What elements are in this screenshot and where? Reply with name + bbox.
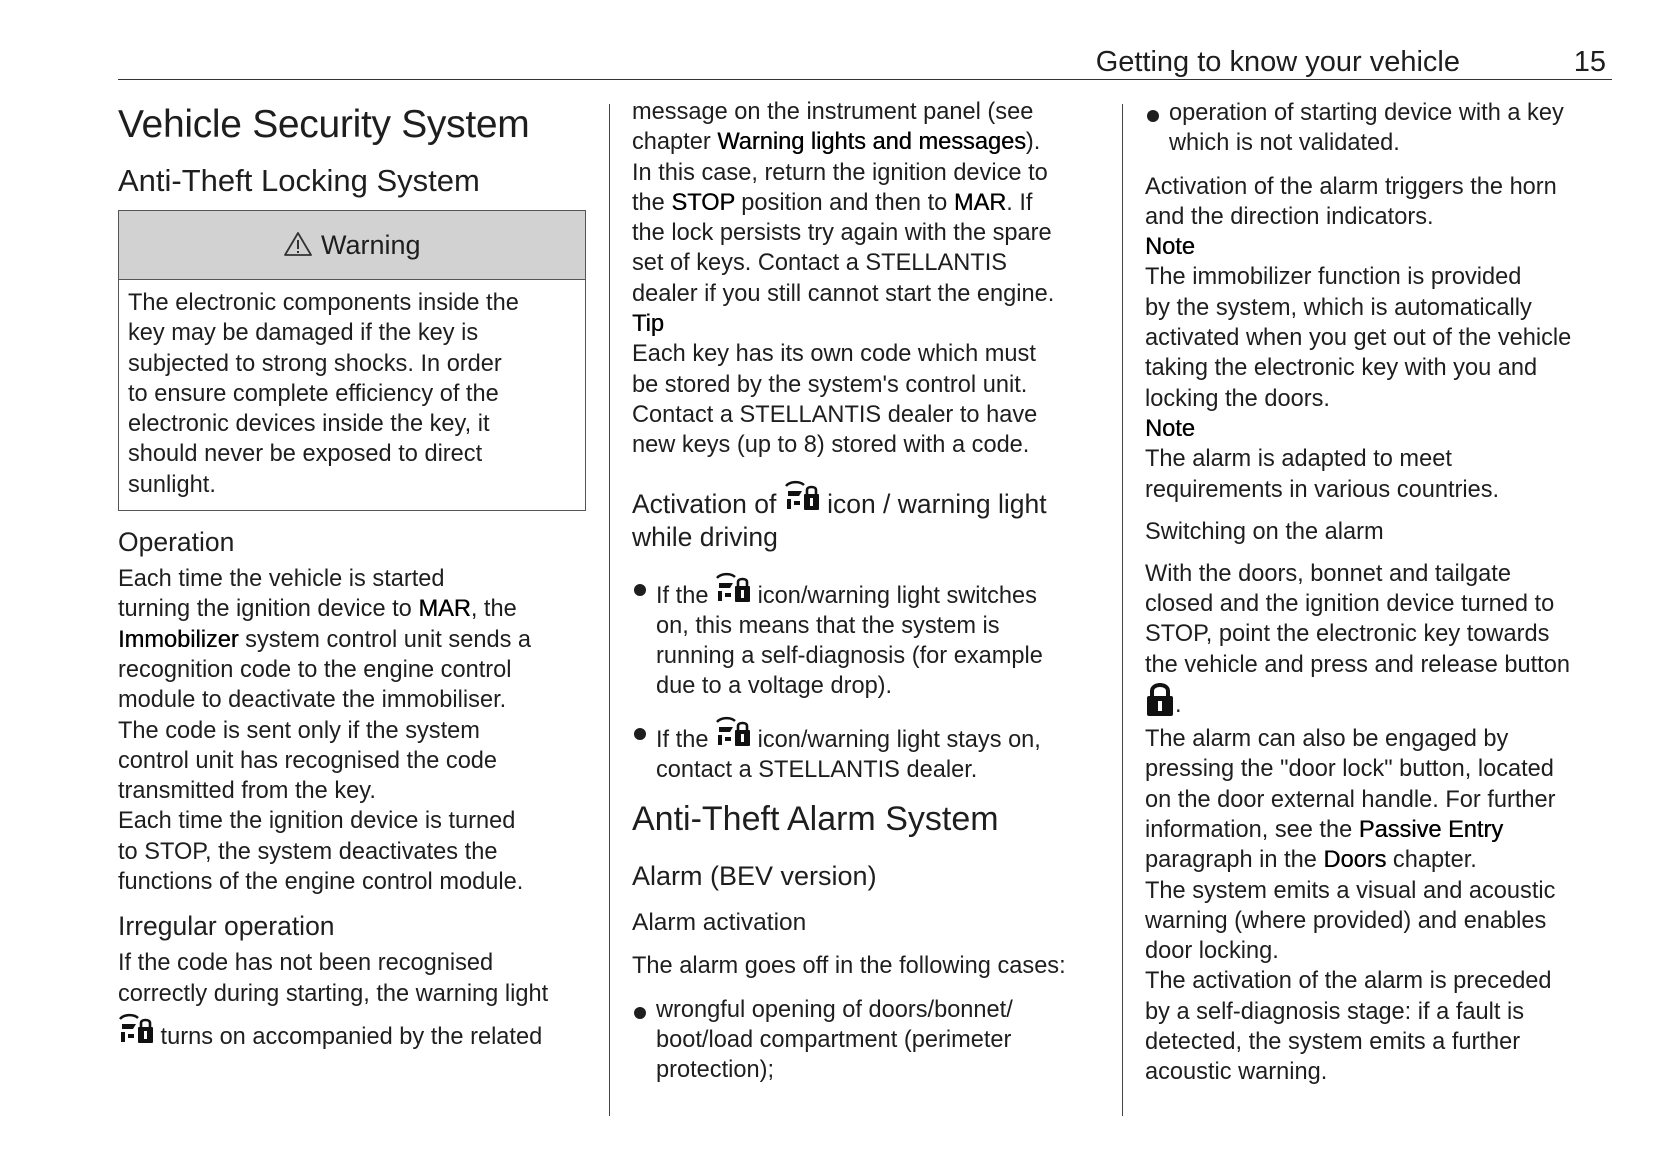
note-label: Note [1145, 234, 1195, 261]
warning-header [119, 211, 585, 280]
chapter-reference: Doors [1323, 847, 1387, 874]
alarm-activation-heading: Alarm activation [632, 909, 807, 937]
chapter-reference: Warning lights and messages [717, 129, 1026, 156]
warning-triangle-icon [283, 231, 313, 257]
text-line: correctly during starting, the warning light [118, 980, 549, 1007]
text-line: dealer if you still cannot start the engine. [632, 280, 1055, 307]
text-line: recognition code to the engine control [118, 656, 512, 683]
paragraph [1145, 172, 1613, 505]
bold-term: Immobilizer [118, 626, 239, 653]
text-line: contact a STELLANTIS dealer. [656, 757, 978, 784]
bullet-icon [634, 728, 646, 740]
text-line [118, 594, 586, 624]
text-line: the lock persists try again with the spare [632, 220, 1052, 247]
heading-line: while driving [632, 521, 778, 552]
text-line: warning (where provided) and enables [1145, 907, 1547, 934]
text-line: requirements in various countries. [1145, 476, 1500, 503]
text-line: operation of starting device with a key [1169, 100, 1564, 126]
text-line [118, 625, 586, 655]
text-line: wrongful opening of doors/bonnet/ [656, 996, 1013, 1023]
text-line [1145, 845, 1613, 875]
text-line: control unit has recognised the code [118, 747, 498, 774]
text-run: If the [656, 726, 716, 753]
text-run: icon/warning light switches [751, 582, 1037, 609]
text-line: pressing the "door lock" button, located [1145, 756, 1554, 783]
text-line [656, 716, 1102, 755]
bold-term: MAR [418, 596, 471, 623]
text-run: chapter. [1386, 847, 1477, 874]
column-divider [609, 104, 610, 1116]
text-line: STOP, point the electronic key towards [1145, 621, 1550, 648]
text-line: With the doors, bonnet and tailgate [1145, 560, 1511, 587]
subsection-heading: Alarm (BEV version) [632, 861, 877, 892]
immobilizer-icon [784, 480, 820, 514]
text-line: protection); [656, 1057, 775, 1084]
text-run: information, see the [1145, 816, 1359, 843]
text-line: The alarm goes off in the following cases: [632, 953, 1066, 980]
text-line: the vehicle and press and release button [1145, 651, 1570, 678]
text-line: activated when you get out of the vehicle [1145, 325, 1572, 352]
text-line: closed and the ignition device turned to [1145, 591, 1555, 618]
immobilizer-icon [715, 572, 751, 606]
heading-line [632, 480, 1102, 521]
text-run: . [1175, 692, 1182, 719]
list-item [632, 995, 1102, 1086]
bullet-icon [1147, 110, 1159, 122]
text-line: Each key has its own code which must [632, 341, 1036, 368]
text-line: boot/load compartment (perimeter [656, 1026, 1012, 1053]
text-line: Activation of the alarm triggers the horn [1145, 173, 1557, 200]
text-line: In this case, return the ignition device to [632, 159, 1048, 186]
text-line: module to deactivate the immobiliser. [118, 687, 507, 714]
text-line: detected, the system emits a further [1145, 1029, 1521, 1056]
text-line: running a self-diagnosis (for example [656, 643, 1043, 670]
text-line: The activation of the alarm is preceded [1145, 968, 1552, 995]
text-line: key may be damaged if the key is [128, 320, 479, 347]
text-line: If the code has not been recognised [118, 950, 494, 977]
note-label: Note [1145, 415, 1195, 442]
text-line: to ensure complete efficiency of the [128, 380, 499, 407]
column-left [118, 100, 586, 1052]
text-run: icon/warning light stays on, [751, 726, 1041, 753]
irregular-heading: Irregular operation [118, 911, 335, 942]
text-line: The system emits a visual and acoustic [1145, 877, 1556, 904]
text-line: The alarm can also be engaged by [1145, 726, 1509, 753]
text-line [632, 127, 1102, 157]
chapter-reference: Passive Entry [1358, 816, 1504, 843]
text-run: turning the ignition device to [118, 596, 419, 623]
text-line [656, 572, 1102, 611]
text-line: by a self-diagnosis stage: if a fault is [1145, 998, 1525, 1025]
text-line [118, 1013, 586, 1052]
immobilizer-icon [118, 1013, 154, 1047]
paragraph [632, 97, 1102, 461]
text-run: icon / warning light [819, 488, 1047, 519]
text-line: electronic devices inside the key, it [128, 411, 490, 438]
text-run: ). [1025, 129, 1041, 156]
page-header [118, 40, 1612, 80]
text-line: Each time the ignition device is turned [118, 808, 516, 835]
list-item [632, 716, 1102, 786]
text-line: taking the electronic key with you and [1145, 355, 1538, 382]
text-line: due to a voltage drop). [656, 673, 893, 700]
text-line: message on the instrument panel (see [632, 99, 1034, 125]
text-line: to STOP, the system deactivates the [118, 838, 498, 865]
text-run: position and then to [734, 189, 954, 216]
text-line: The code is sent only if the system [118, 717, 480, 744]
bold-term: MAR [953, 189, 1007, 216]
warning-box [118, 210, 586, 511]
text-line: by the system, which is automatically [1145, 294, 1532, 321]
text-run: chapter [632, 129, 718, 156]
column-divider [1122, 104, 1123, 1116]
text-line: and the direction indicators. [1145, 203, 1434, 230]
text-line: locking the doors. [1145, 385, 1330, 412]
text-line: be stored by the system's control unit. [632, 371, 1028, 398]
operation-text [118, 564, 586, 897]
text-line: new keys (up to 8) stored with a code. [632, 432, 1030, 459]
bold-term: STOP [671, 189, 735, 216]
text-line: sunlight. [128, 471, 216, 498]
column-right [1145, 100, 1613, 1088]
text-line: transmitted from the key. [118, 778, 376, 805]
text-line: subjected to strong shocks. In order [128, 350, 502, 377]
page-number: 15 [1573, 46, 1606, 78]
operation-heading: Operation [118, 527, 235, 558]
column-middle [632, 100, 1102, 1086]
text-run: If the [656, 582, 716, 609]
text-line: functions of the engine control module. [118, 869, 524, 896]
text-line: The alarm is adapted to meet [1145, 446, 1452, 473]
section-heading: Anti-Theft Alarm System [632, 800, 999, 839]
text-line: Each time the vehicle is started [118, 566, 445, 593]
text-run: , the [470, 596, 517, 623]
text-line: Contact a STELLANTIS dealer to have [632, 401, 1038, 428]
warning-label: Warning [320, 230, 421, 260]
list-item [1145, 98, 1613, 159]
text-run: the [632, 189, 672, 216]
page-title: Vehicle Security System [118, 103, 530, 146]
text-line: on, this means that the system is [656, 612, 1000, 639]
text-line: The immobilizer function is provided [1145, 264, 1522, 291]
warning-text [119, 280, 585, 510]
text-line: which is not validated. [1169, 130, 1400, 157]
text-line: door locking. [1145, 938, 1279, 965]
text-run: turns on accompanied by the related [154, 1023, 543, 1050]
lock-icon [1145, 680, 1175, 718]
text-run: Activation of [632, 488, 784, 519]
paragraph [1145, 559, 1613, 1088]
text-line: set of keys. Contact a STELLANTIS [632, 250, 1008, 277]
bullet-icon [634, 1007, 646, 1019]
section-heading: Anti-Theft Locking System [118, 163, 480, 198]
text-line [1145, 680, 1613, 724]
immobilizer-icon [715, 716, 751, 750]
bullet-icon [634, 584, 646, 596]
text-line: The electronic components inside the [128, 290, 519, 316]
text-line [1145, 815, 1613, 845]
irregular-text [118, 948, 586, 1052]
text-line: should never be exposed to direct [128, 441, 483, 468]
text-line [632, 188, 1102, 218]
section-title: Getting to know your vehicle [1095, 46, 1460, 78]
text-run: . If [1006, 189, 1033, 216]
list-item [632, 572, 1102, 702]
switching-heading: Switching on the alarm [1145, 518, 1384, 545]
tip-label: Tip [632, 311, 664, 338]
text-line: acoustic warning. [1145, 1059, 1328, 1086]
text-line: on the door external handle. For further [1145, 786, 1556, 813]
text-run: system control unit sends a [238, 626, 532, 653]
activation-heading [632, 480, 1102, 554]
text-run: paragraph in the [1145, 847, 1324, 874]
